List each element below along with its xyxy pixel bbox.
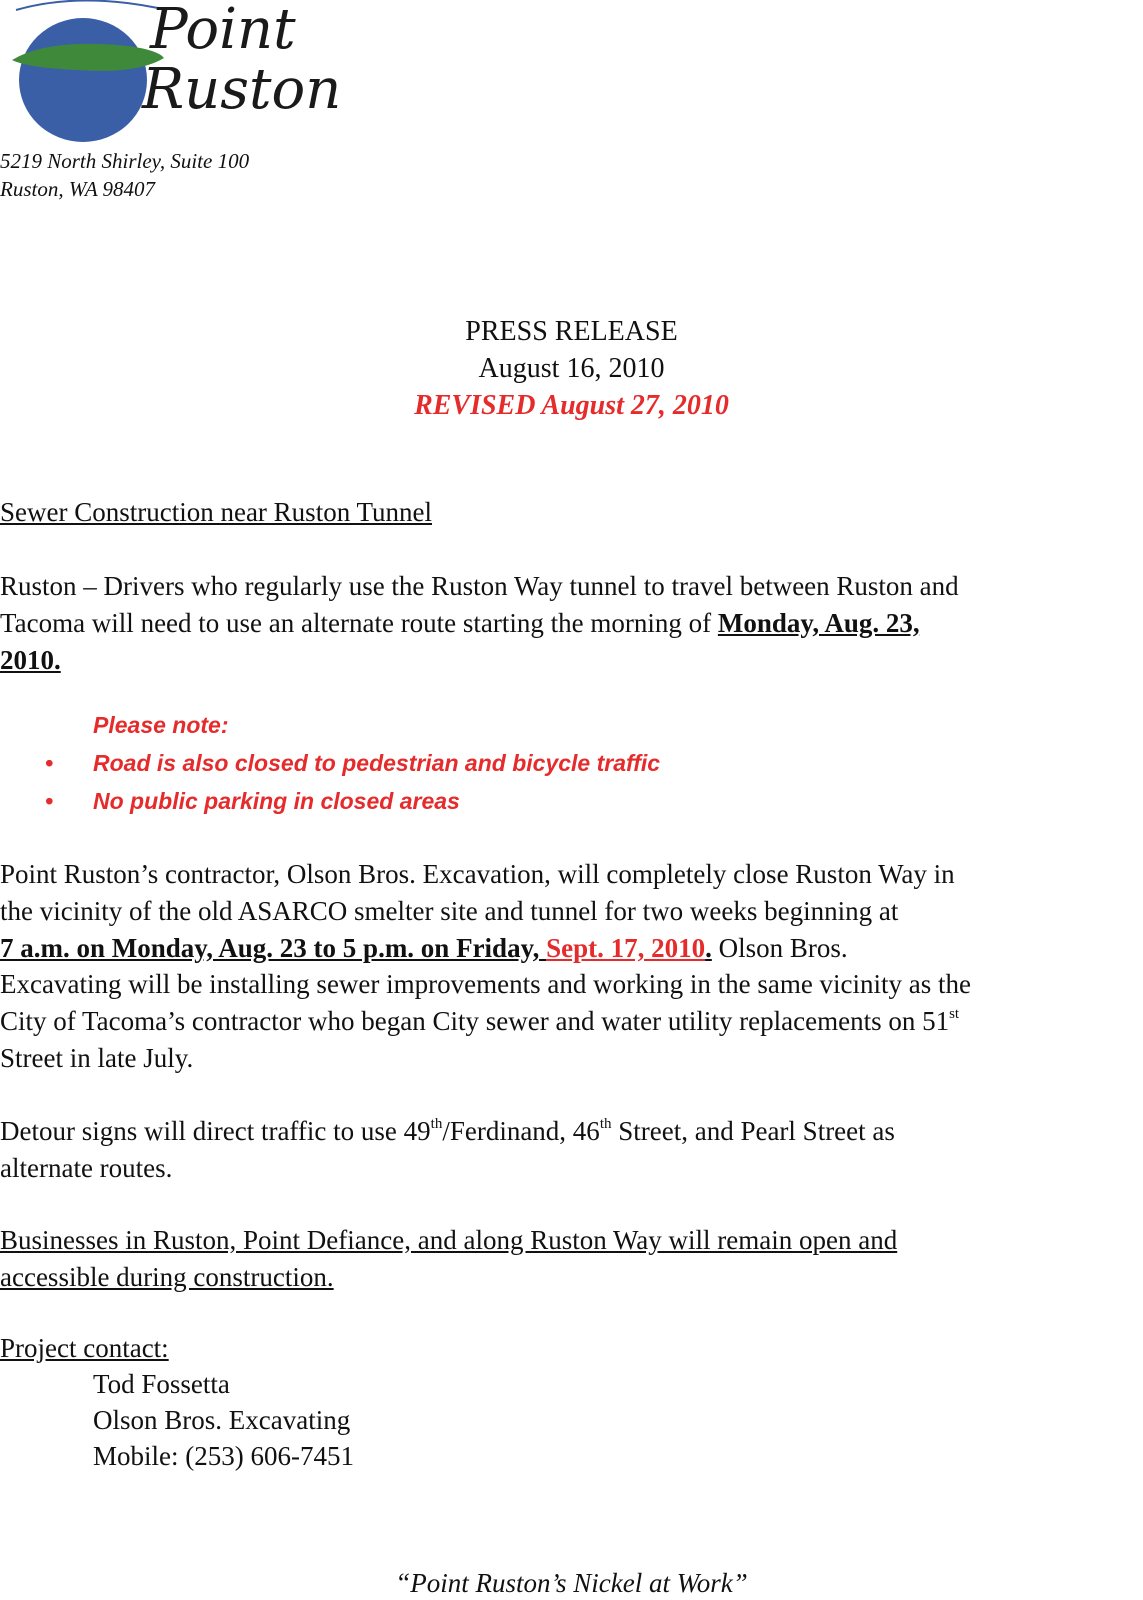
- release-title: Sewer Construction near Ruston Tunnel: [0, 497, 432, 527]
- para4-line1: Businesses in Ruston, Point Defiance, and along Ruston Way will remain open and: [0, 1225, 898, 1255]
- para2-line5-text: City of Tacoma’s contractor who began City sewer and water utility replacements on 51: [0, 1006, 950, 1036]
- closure-dates: 7 a.m. on Monday, Aug. 23 to 5 p.m. on Friday,: [0, 933, 547, 963]
- logo-wordmark: [142, 0, 342, 122]
- address-line1: 5219 North Shirley, Suite 100: [0, 149, 250, 173]
- para2-line6: Street in late July.: [0, 1043, 194, 1073]
- para1-date-bold: Monday, Aug. 23,: [717, 608, 920, 638]
- note-item-text: No public parking in closed areas: [93, 788, 460, 814]
- logo-text-line1: Point: [150, 0, 296, 62]
- para3-text-b: /Ferdinand, 46: [442, 1116, 600, 1146]
- para2-line4: Excavating will be installing sewer improvements and working in the same vicinity as the: [0, 969, 972, 999]
- para2-line5-sup: st: [949, 1006, 960, 1022]
- para1-line2: [0, 605, 1143, 642]
- press-release-label: PRESS RELEASE: [465, 316, 678, 347]
- para2-line5: [0, 1003, 1143, 1040]
- para4-line2: accessible during construction.: [0, 1262, 334, 1292]
- para3-sup1: th: [430, 1116, 443, 1132]
- revised-end-date: Sept. 17, 2010: [546, 933, 706, 963]
- para3-sup2: th: [599, 1116, 612, 1132]
- address-block: [0, 147, 249, 203]
- contact-name: Tod Fossetta: [93, 1369, 230, 1399]
- note-item: [45, 744, 661, 782]
- para2-line3-tail: Olson Bros.: [711, 933, 848, 963]
- contact-company: Olson Bros. Excavating: [93, 1405, 351, 1435]
- para3-line2: alternate routes.: [0, 1153, 173, 1183]
- para2-line2: the vicinity of the old ASARCO smelter site and tunnel for two weeks beginning at: [0, 896, 899, 926]
- para2-line3: [0, 930, 1143, 967]
- bullet-icon: •: [45, 788, 54, 814]
- para3-line1: [0, 1113, 1143, 1150]
- release-date: August 16, 2010: [478, 353, 665, 384]
- para1-line3: 2010.: [0, 645, 61, 675]
- contact-label: Project contact:: [0, 1333, 169, 1363]
- para1-line1: Ruston – Drivers who regularly use the Ruston Way tunnel to travel between Ruston and: [0, 571, 959, 601]
- logo-text-line2: Ruston: [142, 57, 342, 122]
- closure-period: .: [705, 933, 712, 963]
- para3-text-a: Detour signs will direct traffic to use 49: [0, 1116, 431, 1146]
- para2-line1: Point Ruston’s contractor, Olson Bros. Excavation, will completely close Ruston Way in: [0, 859, 955, 889]
- address-line2: Ruston, WA 98407: [0, 177, 156, 201]
- contact-mobile: Mobile: (253) 606-7451: [93, 1441, 354, 1471]
- para1-line2-text: Tacoma will need to use an alternate route starting the morning of: [0, 608, 718, 638]
- note-heading: Please note:: [93, 712, 229, 738]
- para3-text-c: Street, and Pearl Street as: [611, 1116, 895, 1146]
- tagline: “Point Ruston’s Nickel at Work”: [395, 1568, 748, 1598]
- note-item-text: Road is also closed to pedestrian and bicycle traffic: [93, 750, 661, 776]
- note-item: [45, 782, 460, 820]
- bullet-icon: •: [45, 750, 54, 776]
- revised-date: REVISED August 27, 2010: [414, 390, 729, 421]
